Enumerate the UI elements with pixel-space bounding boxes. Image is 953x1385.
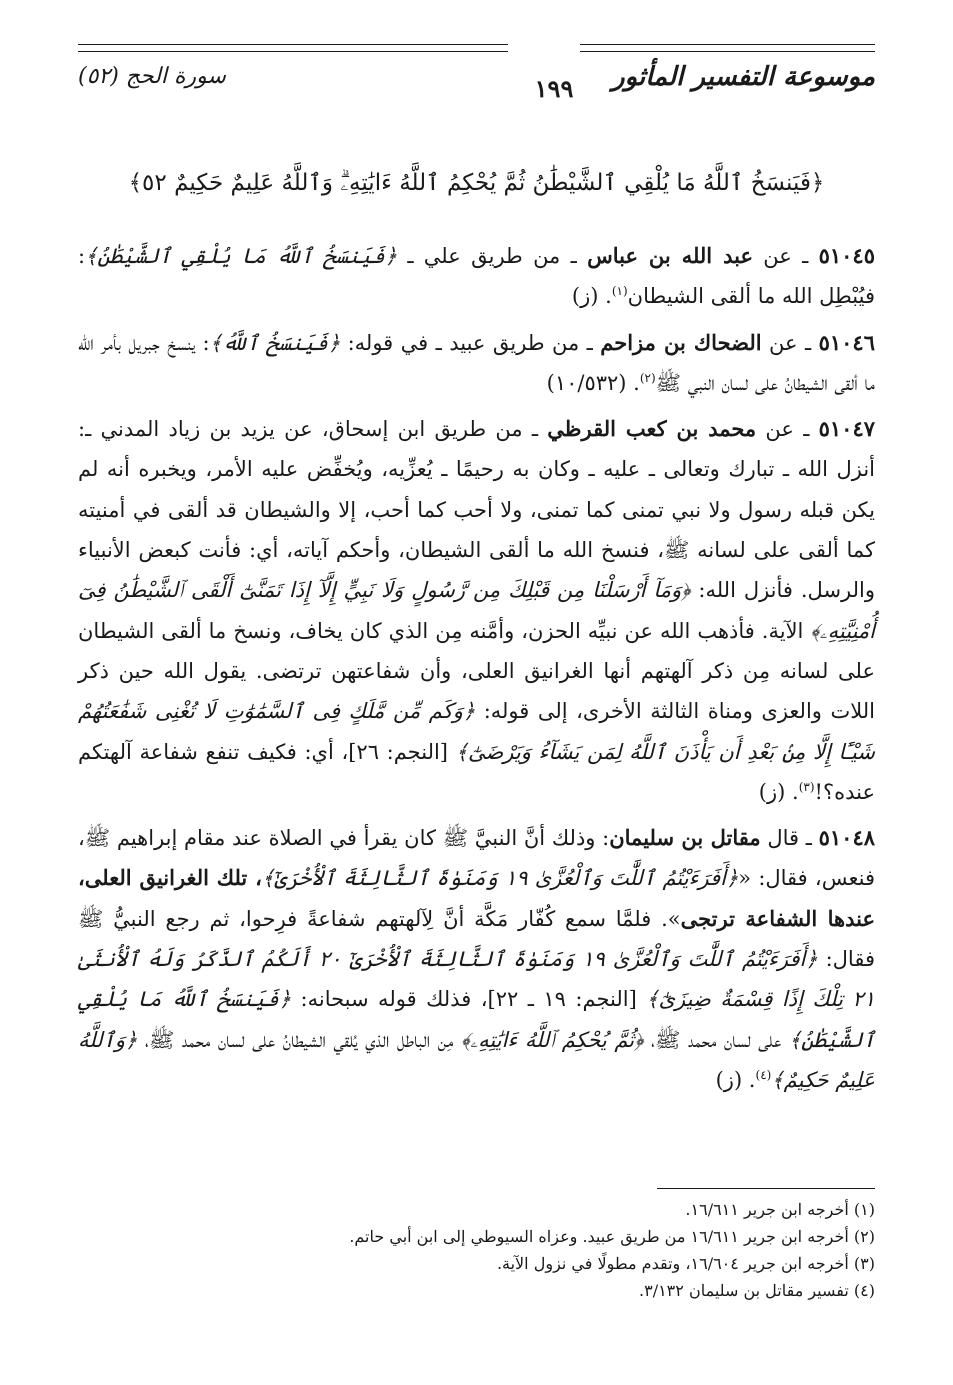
footnote-ref: (٤) (755, 1067, 772, 1082)
entry-number: ٥١٠٤٧ (818, 416, 876, 442)
quran-quote: ﴿وَمَآ أَرْسَلْنَا مِن قَبْلِكَ مِن رَّسُولٍ وَلَا نَبِيٍّ إِلَّآ إِذَا تَمَنَّىٰٓ أَلْقَى ٱلشَّيْطَٰنُ فِىٓ أُمْنِيَّتِهِۦ﴾ (78, 578, 875, 643)
entry-number: ٥١٠٤٥ (818, 243, 875, 268)
entry-text: : ينسخ جبريل بأمر الله ما ألقى الشيطانُ على لسان النبي ﷺ (78, 330, 875, 395)
header-rule-left (78, 44, 508, 52)
footnote-rule (657, 1188, 875, 1189)
quran-quote: ﴿أَفَرَءَيْتُمُ ٱللَّٰتَ وَٱلْعُزَّىٰ ١٩ وَمَنَوٰةَ ٱلثَّالِثَةَ ٱلْأُخْرَىٰٓ﴾ (261, 866, 739, 891)
narrator: عبد الله بن عباس (587, 243, 753, 268)
entry (78, 236, 875, 317)
quran-verse: ﴿فَيَنسَخُ ٱللَّهُ مَا يُلْقِي ٱلشَّيْطَٰنُ ثُمَّ يُحْكِمُ ٱللَّهُ ءَايَٰتِهِۦۗ وَٱللَّهُ عَلِيمٌ حَكِيمٌ ٥٢﴾ (128, 170, 825, 196)
footnote: (١) أخرجه ابن جرير ١٦/٦١١. (685, 1200, 875, 1219)
entry-text: . (ز) (758, 779, 799, 804)
highlighted-text: ، تلك الغرانيق العلى، عندها الشفاعة ترتجى (78, 865, 875, 931)
quran-quote: ﴿ثُمَّ يُحْكِمُ ٱللَّهُ ءَايَٰتِهِۦ﴾ (460, 1027, 644, 1052)
entry-text: ـ عن (756, 417, 819, 442)
entry-text: ـ عن (761, 330, 819, 355)
entry (78, 323, 875, 404)
entry-text: [النجم: ١٩ ـ ٢٢]، فذلك قوله سبحانه: (291, 987, 647, 1012)
quran-quote: ﴿فَيَنسَخُ ٱللَّهُ مَا يُلْقِي ٱلشَّيْطَٰنُ﴾ (85, 244, 398, 268)
entry (78, 409, 875, 812)
entry-text: الآية. فأذهب الله عن نبيِّه الحزن، وأمَّنه مِن الذي كان يخاف، ونسخ ما ألقى الشيطان على لسانه مِن ذكر آلهتهم أنها الغرانيق العلى، وأن شفاعتهن ترتضى. يقول الله حين ذكر اللات والعزى ومناة الثالثة الأخرى، إلى قوله: (78, 618, 875, 724)
quran-quote: ﴿وَٱللَّهُ عَلِيمٌ حَكِيمٌ﴾ (78, 1027, 875, 1092)
footnote: (٢) أخرجه ابن جرير ١٦/٦١١ من طريق عبيد. وعزاه السيوطي إلى ابن أبي حاتم. (349, 1227, 875, 1246)
entry-text: ـ من طريق ابن إسحاق، عن يزيد بن زياد المدني ـ: أنزل الله ـ تبارك وتعالى ـ عليه ـ وكان به رحيمًا ـ يُعزِّيه، ويُخفِّض عليه الأمر، ويخبره أنه لم يكن قبله رسول ولا نبي تمنى كما تمنى، ولا أحب كما أحب، إلا والشيطان قد ألقى في أمنيته كما ألقى على لسانه ﷺ، فنسخ الله ما ألقى الشيطان، وأحكم آياته، أي: فأنت كبعض الأنبياء والرسل. فأنزل الله: (78, 417, 875, 603)
entry-text: على لسان محمد ﷺ، (643, 1027, 789, 1052)
entry-text: . (ز) (571, 284, 612, 309)
commentary-body (78, 236, 875, 1106)
entry-text: ـ من طريق عبيد ـ في قوله: (340, 330, 601, 355)
quran-quote: ﴿فَيَنسَخُ ٱللَّهُ﴾ (209, 330, 341, 355)
narrator: مقاتل بن سليمان (609, 825, 761, 851)
entry-number: ٥١٠٤٨ (818, 825, 876, 851)
quran-quote: ﴿أَفَرَءَيْتُمُ ٱللَّٰتَ وَٱلْعُزَّىٰ ١٩ وَمَنَوٰةَ ٱلثَّالِثَةَ ٱلْأُخْرَىٰٓ ٢٠ أَلَكُمُ ٱلذَّكَرُ وَلَهُ ٱلْأُنثَىٰ ٢١ تِلْكَ إِذًا قِسْمَةٌ ضِيزَىٰٓ﴾ (78, 947, 875, 1012)
entry (78, 818, 875, 1100)
surah-title: سورة الحج (٥٢) (78, 64, 226, 89)
footnotes (78, 1196, 875, 1304)
header-rule-right (580, 44, 875, 52)
entry-text: : وذلك أنَّ النبيَّ ﷺ كان يقرأ في الصلاة عند مقام إبراهيم ﷺ، فنعس، فقال: « (78, 826, 875, 891)
entry-number: ٥١٠٤٦ (818, 329, 875, 355)
running-header (78, 62, 875, 102)
quran-quote: ﴿فَيَنسَخُ ٱللَّهُ مَا يُلْقِي ٱلشَّيْطَٰنُ﴾ (78, 987, 875, 1052)
footnote-ref: (٢) (639, 370, 656, 385)
narrator: الضحاك بن مزاحم (600, 329, 762, 355)
entry-text: مِن الباطل الذي يُلقي الشيطانُ على لسان محمد ﷺ، (137, 1027, 461, 1052)
quran-quote: ﴿وَكَم مِّن مَّلَكٍ فِى ٱلسَّمَٰوَٰتِ لَا تُغْنِى شَفَٰعَتُهُمْ شَيْـًٔا إِلَّا مِنۢ بَعْدِ أَن يَأْذَنَ ٱللَّهُ لِمَن يَشَآءُ وَيَرْضَىٰٓ﴾ (78, 699, 875, 764)
footnote-ref: (٣) (798, 779, 815, 794)
narrator: محمد بن كعب القرظي (547, 416, 757, 442)
entry-text: ـ قال (760, 826, 819, 851)
footnote: (٣) أخرجه ابن جرير ١٦/٦٠٤، وتقدم مطولًا في نزول الآية. (496, 1254, 875, 1273)
entry-text: ـ عن (752, 244, 819, 268)
entry-text: : فيُبْطِل الله ما ألقى الشيطان (78, 244, 875, 309)
footnote: (٤) تفسير مقاتل بن سليمان ٣/١٣٢. (639, 1281, 875, 1300)
entry-text: . (ز) (715, 1067, 756, 1092)
footnote-ref: (١) (611, 284, 628, 299)
entry-text: ـ من طريق علي ـ (397, 244, 588, 268)
entry-text: . (١٠/٥٣٢) (546, 370, 640, 395)
entry-text: [النجم: ٢٦]، أي: فكيف تنفع شفاعة آلهتكم عنده؟! (78, 739, 875, 804)
entry-text: ». فلمَّا سمع كُفّار مَكَّة أنَّ لِآلهتهم شفاعةً فرِحوا، ثم رجع النبيُّ ﷺ فقال: (78, 906, 875, 972)
page-number: ١٩٩ (534, 74, 574, 103)
book-title: موسوعة التفسير المأثور (612, 62, 875, 92)
